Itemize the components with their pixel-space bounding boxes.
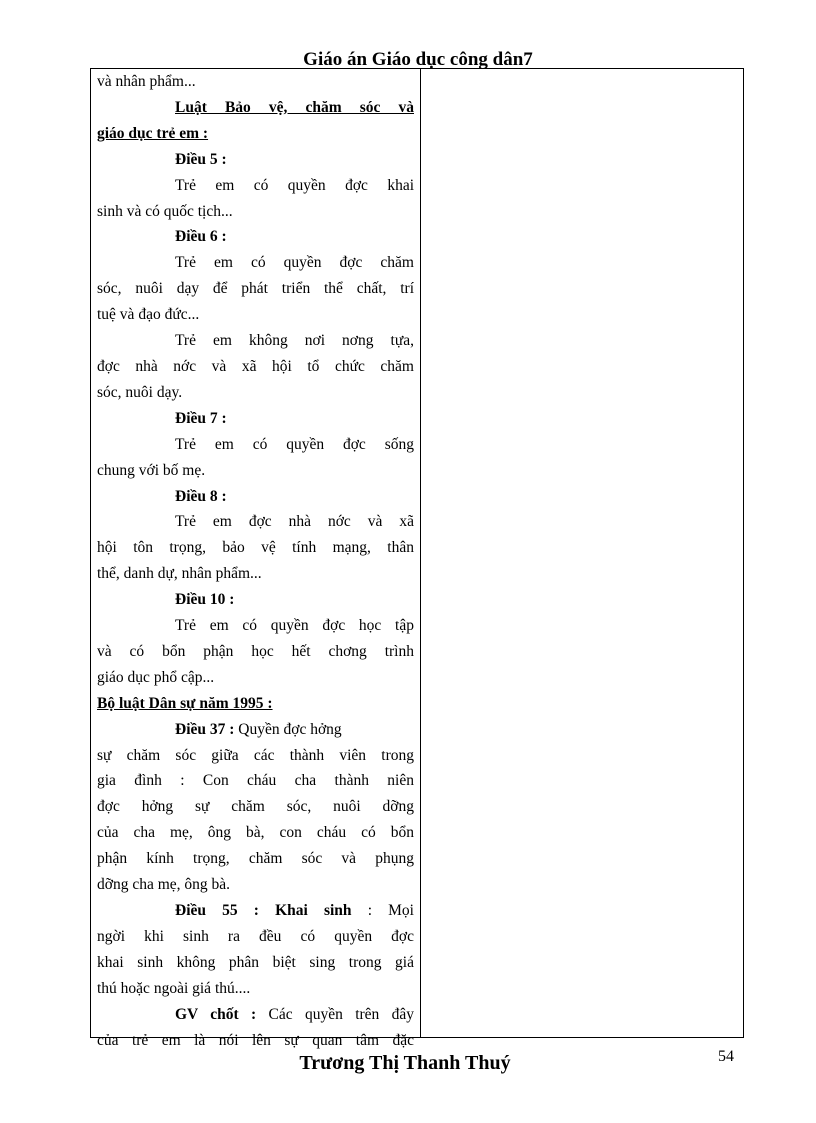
text-line: phận kính trọng, chăm sóc và phụng <box>97 850 414 868</box>
footer-author: Trương Thị Thanh Thuý <box>299 1052 511 1074</box>
text-line: Trẻ em có quyền đợc chăm <box>175 254 414 272</box>
text-line: thể, danh dự, nhân phẩm... <box>97 565 262 583</box>
text-line: chung với bố mẹ. <box>97 461 206 479</box>
text-line: sự chăm sóc giữa các thành viên trong <box>97 746 414 764</box>
article-heading: Điều 10 : <box>175 591 235 609</box>
content-column <box>91 69 421 1049</box>
page-header-title: Giáo án Giáo dục công dân7 <box>303 49 533 70</box>
text-line: hội tôn trọng, bảo vệ tính mạng, thân <box>97 539 414 557</box>
text-line: Trẻ em có quyền đợc học tập <box>175 617 414 635</box>
text-line: Trẻ em có quyền đợc khai <box>175 176 414 194</box>
text-line: giáo dục phổ cập... <box>97 668 215 686</box>
section-heading: Bộ luật Dân sự năm 1995 : <box>97 694 273 712</box>
text-line: khai sinh không phân biệt sing trong giá <box>97 953 414 971</box>
text-line: dỡng cha mẹ, ông bà. <box>97 876 231 894</box>
text-line: sóc, nuôi dạy để phát triển thể chất, trí <box>97 280 414 298</box>
text-line: tuệ và đạo đức... <box>97 306 200 324</box>
text-line: của trẻ em là nói lên sự quan tâm đặc <box>97 1031 414 1049</box>
text-line: sóc, nuôi dạy. <box>97 383 183 401</box>
text-line: đợc hởng sự chăm sóc, nuôi dỡng <box>97 798 414 816</box>
article-heading: Điều 7 : <box>175 409 227 427</box>
text-line: Điều 55 : Khai sinh : Mọi <box>175 902 414 919</box>
text-line: ngời khi sinh ra đều có quyền đợc <box>97 927 414 945</box>
text-line: của cha mẹ, ông bà, con cháu có bổn <box>97 824 414 842</box>
text-line: Trẻ em có quyền đợc sống <box>175 435 414 453</box>
text-line: và có bổn phận học hết chơng trình <box>97 642 414 660</box>
article-heading: Điều 5 : <box>175 150 227 168</box>
text-line: Trẻ em đợc nhà nớc và xã <box>175 513 414 531</box>
text-line: sinh và có quốc tịch... <box>97 202 233 220</box>
text-line: Trẻ em không nơi nơng tựa, <box>175 332 414 350</box>
article-heading: Điều 8 : <box>175 487 227 505</box>
page-number: 54 <box>718 1048 734 1065</box>
text-line: đợc nhà nớc và xã hội tổ chức chăm <box>97 357 414 375</box>
section-heading: giáo dục trẻ em : <box>97 124 209 142</box>
text-line: thú hoặc ngoài giá thú.... <box>97 979 251 997</box>
notes-column <box>421 69 743 1037</box>
text-line: Điều 37 : Quyền đợc hởng <box>175 720 342 738</box>
section-heading: Luật Bảo vệ, chăm sóc và <box>175 98 414 116</box>
text-line: GV chốt : Các quyền trên đây <box>175 1005 414 1023</box>
article-heading: Điều 6 : <box>175 228 227 246</box>
text-line: gia đình : Con cháu cha thành niên <box>97 772 414 790</box>
lesson-table <box>90 68 744 1049</box>
text-line: và nhân phẩm... <box>97 73 196 90</box>
